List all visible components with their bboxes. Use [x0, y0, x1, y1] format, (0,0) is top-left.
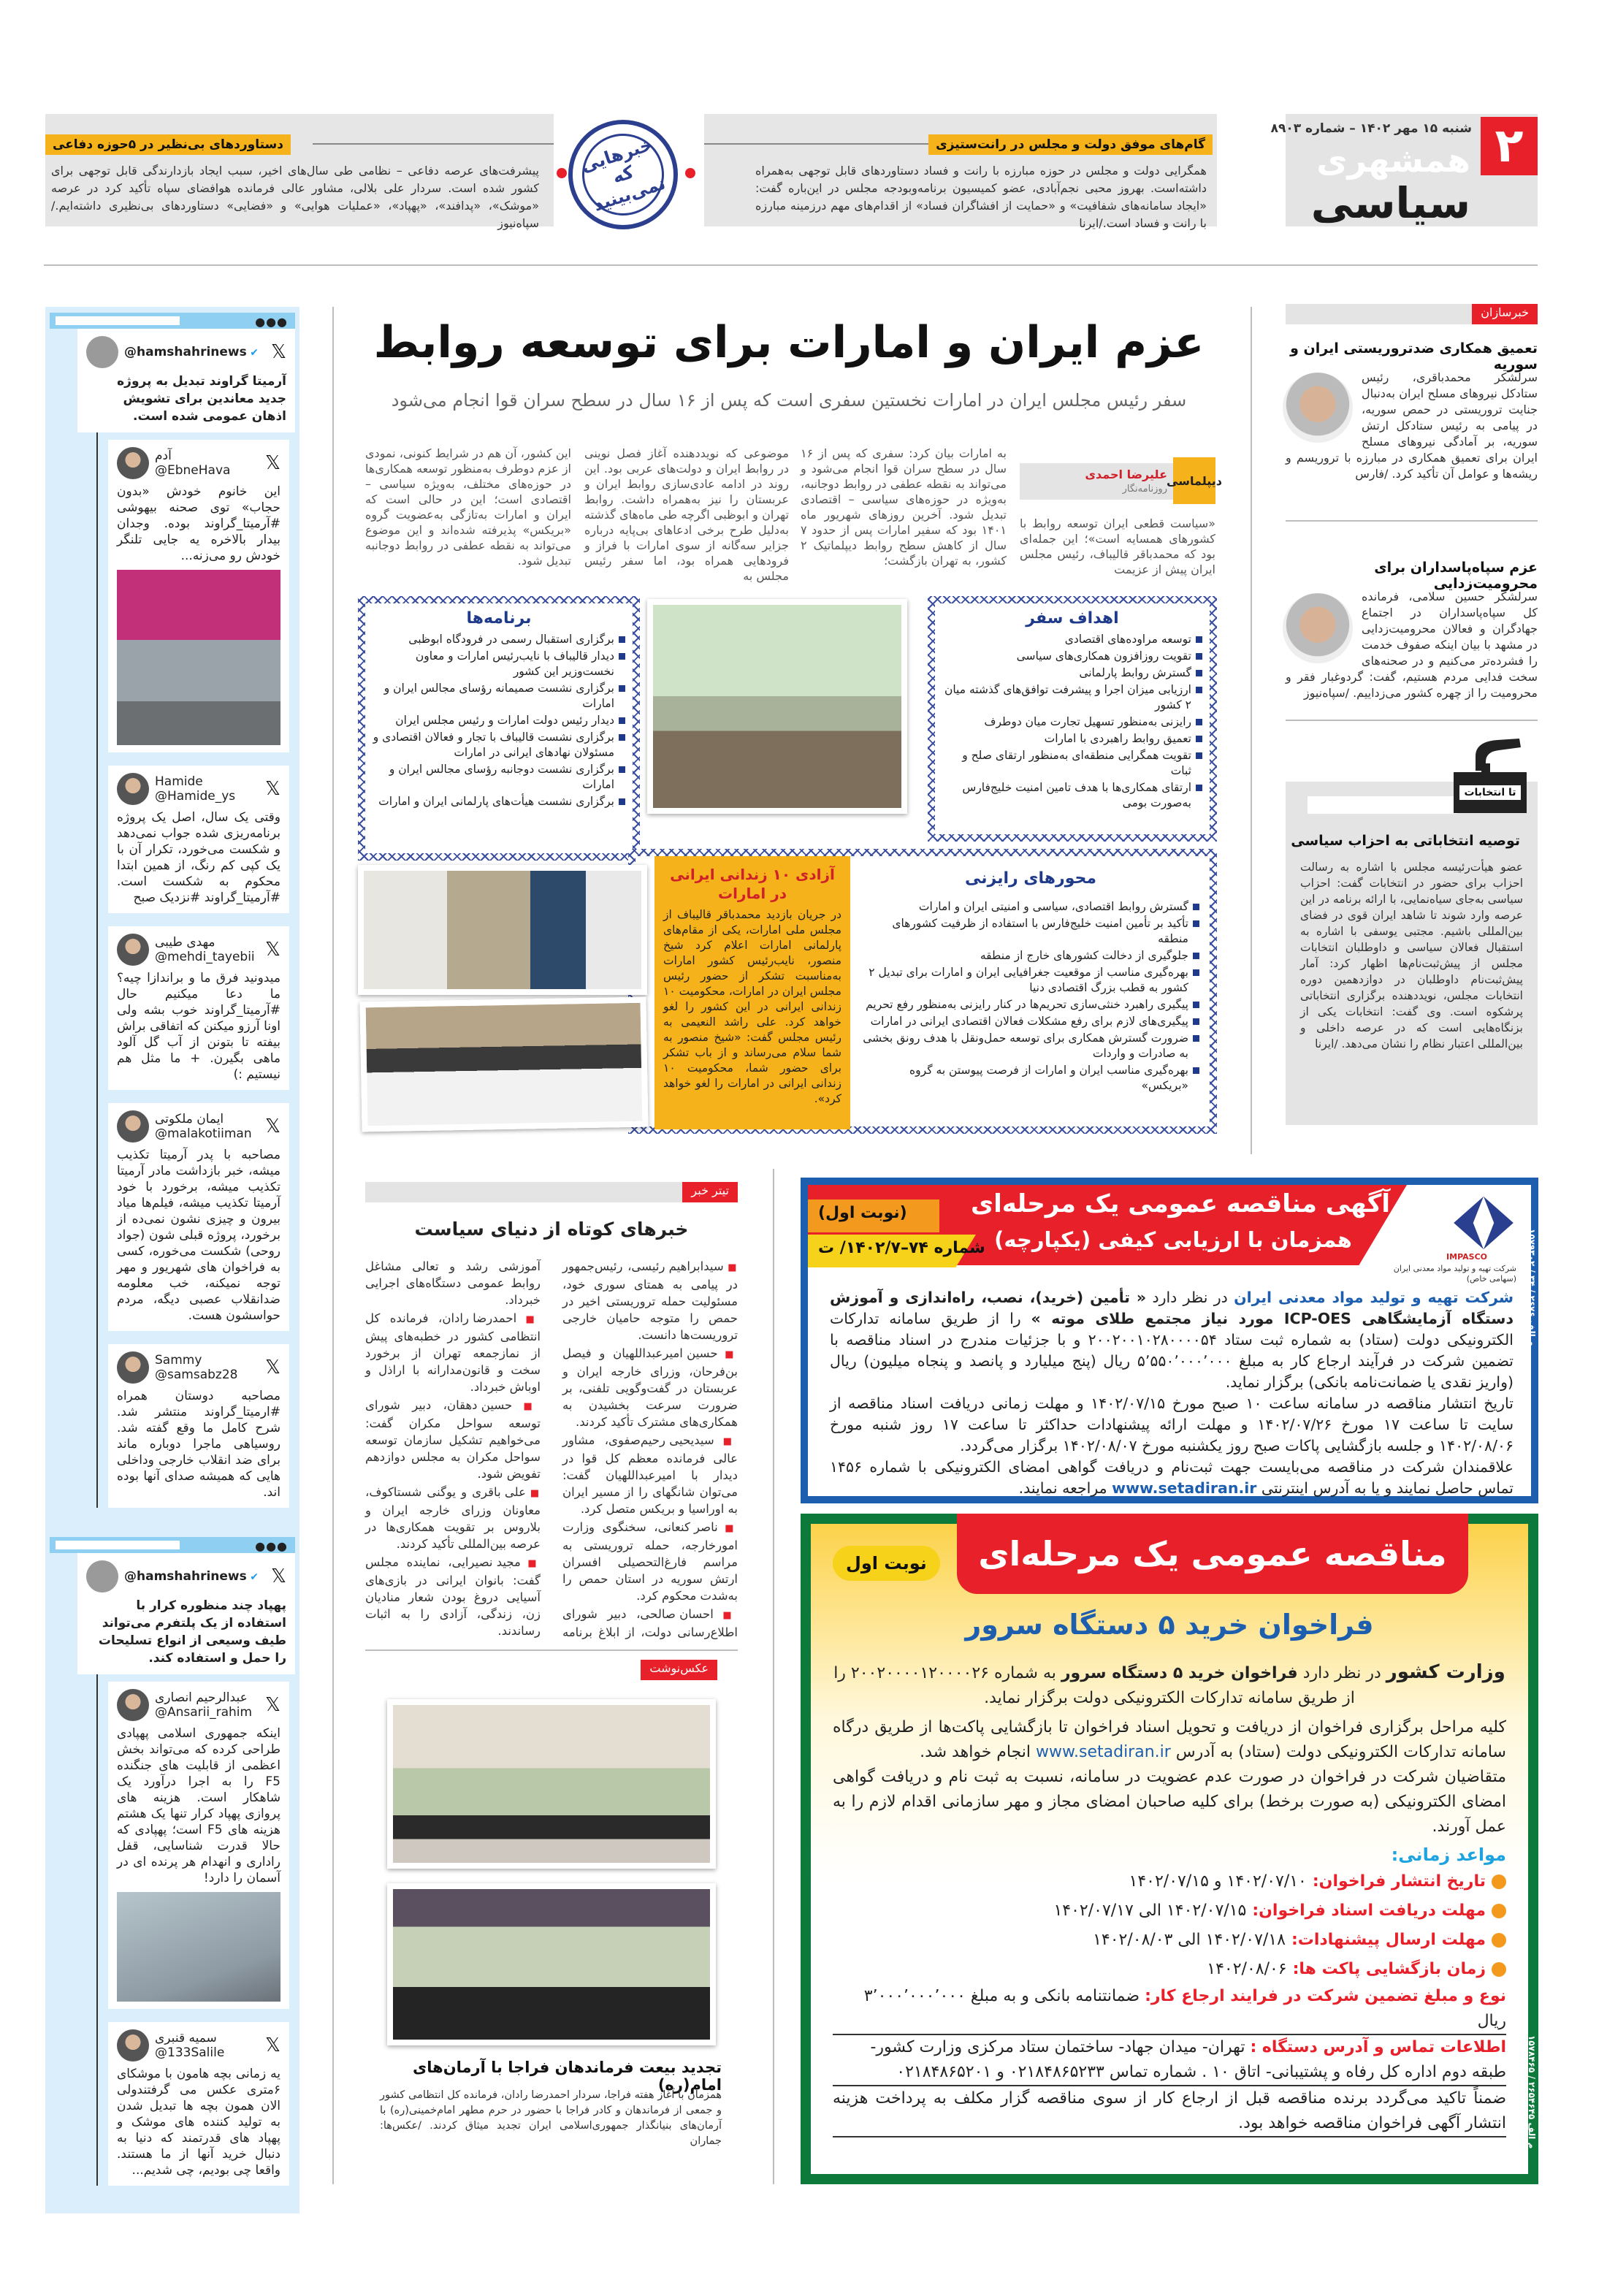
user-name: ایمان ملکوتی: [155, 1112, 224, 1126]
user-handle[interactable]: @hamshahrinews: [124, 1568, 247, 1584]
tweet-header: [117, 447, 280, 479]
user-name: سمیه قنبری: [155, 2031, 217, 2045]
ad-title: مناقصه عمومی یک مرحله‌ای: [957, 1514, 1468, 1594]
ad-title: آگهی مناقصه عمومی یک مرحله‌ای: [970, 1189, 1391, 1218]
red-dot-icon: [557, 168, 567, 178]
verified-icon: ✔: [246, 1571, 259, 1583]
section-label: [643, 1660, 717, 1680]
user-name: Hamide: [155, 774, 203, 789]
news-item: ■ سیدیحیی رحیم‌صفوی، مشاور عالی فرمانده معظم کل قوا در دیدار با امیرعبداللهیان گفت: می‌توان شانگهای را از مسیر ایران به اوراسیا و بریکس متصل کرد.: [562, 1432, 738, 1517]
story-title: تعمیق همکاری ضدتروریستی ایران و سوریه: [1290, 340, 1538, 373]
list-item: ارتقای همکاری‌ها با هدف تامین امنیت خلیج‌فارس به‌صورت بومی: [942, 780, 1202, 811]
ad-text: فراخوان خرید ۵ دستگاه سرور: [1061, 1664, 1298, 1682]
schedule-label: زمان بازگشایی پاکت ها:: [1292, 1960, 1486, 1978]
list-item: دیدار قالیباف با نایب‌رئیس امارات و معاون نخست‌وزیر این کشور: [373, 649, 625, 679]
tweet-header: [117, 2029, 280, 2062]
tweet-header: [117, 1351, 280, 1384]
main-headline: عزم ایران و امارات برای توسعه روابط: [373, 317, 1205, 368]
tweet-text: میدونید فرق ما و براندازا چیه؟ ما دعا میکنیم حال #آرمیتا_گراوند خوب بشه ولی اونا آرزو میکنن که اتفاقی براش بیفته تا بتونن از آب گل آلود ماهی بگیرن. + ما مثل هم نیستیم :): [117, 971, 280, 1082]
schedule-label: تاریخ انتشار فراخوان:: [1312, 1872, 1486, 1891]
meeting-photo: [359, 997, 648, 1132]
divider: [44, 264, 1538, 266]
ad-round: (نوبت اول): [818, 1204, 907, 1222]
news-item: ■ احسان صالحی، دبیر شورای اطلاع‌رسانی دولت، از ابلاغ برنامه آموزشی رشد و تعالی مشاغل روابط عمومی دستگاه‌های اجرایی خبرداد.: [365, 1258, 738, 1641]
schedule-item: [833, 1867, 1506, 1896]
main-tweet[interactable]: [77, 329, 295, 432]
guarantee-value: ضمانتنامه بانکی و به مبلغ ۳٬۰۰۰٬۰۰۰٬۰۰۰ ریال: [863, 1987, 1506, 2030]
article-column: این کشور، آن هم در شرایط کنونی، نمودی از عزم دوطرف به‌منظور توسعه همکاری‌ها در حوزه‌های مختلف، به‌ویژه سیاسی – اقتصادی است؛ این در حالی است که ایران و امارات به‌تازگی به‌عضویت گروه «بریکس» پذیرفته شده‌اند و این موضوع می‌تواند به نقطه عطفی در روابط دوجانبه تبدیل شود.: [365, 446, 571, 568]
teaser-left: [45, 114, 554, 230]
list-item: برگزاری نشست صمیمانه رؤسای مجالس ایران و امارات: [373, 681, 625, 712]
tweet-text: وقتی یک سال، اصل یک پروژه برنامه‌ریزی شده جواب نمی‌دهد و شکست می‌خورد، تکرار آن با یک کپی کم رنگ، از همین ابتدا محکوم به شکست است. #آرمیتا_گراوند #نزدیک صبح: [117, 810, 280, 905]
user-handle[interactable]: @mehdi_tayebii: [155, 950, 255, 964]
contact-value: تهران- میدان جهاد- ساختمان ستاد مرکزی وزارت کشور- طبقه دوم اداره کل رفاه و پشتیبانی- اتاق ۱۰ . شماره تماس ۰۲۱۸۴۸۶۵۲۳۳ و ۰۲۱۸۴۸۶۵۲۰۱: [870, 2038, 1506, 2081]
article-column: موضوعی که نویددهنده آغاز فصل نوینی در روابط ایران و دولت‌های عربی بود. این روند در ادامه عادی‌سازی روابط ایران و عربستان را نیز به‌همراه داشت. روابط تهران و ابوظبی اگرچه طی ماه‌های گذشته به‌دلیل طرح برخی ادعاهای بی‌پایه درباره جزایر سه‌گانه از سوی امارات با فراز و فرودهایی همراه بود، اما سفر رئیس مجلس به: [584, 446, 789, 583]
reply-tweet[interactable]: [108, 1103, 289, 1331]
highlight-box: [654, 856, 850, 1129]
short-news-list: [365, 1258, 738, 1641]
ad-text: متقاضیان شرکت در فراخوان در صورت عدم عضویت در سامانه، نسبت به ثبت نام و دریافت گواهی امضای الکترونیکی (به صورت برخط) برای کلیه صاحبان امضای مجاز و مهر سازمانی اقدام لازم را به عمل آورند.: [833, 1768, 1506, 1836]
avatar: [86, 1560, 118, 1593]
list-item: توسعه مراوده‌های اقتصادی: [942, 632, 1202, 647]
reply-tweet[interactable]: [108, 1682, 289, 2009]
news-item: ■ علی باقری و یوگنی شستاکوف، معاونان وزرای خارجه ایران و بلاروس بر تقویت همکاری‌ها در عرصه بین‌المللی تأکید کردند.: [365, 1484, 541, 1552]
list-item: جلوگیری از دخالت کشورهای خارج از منطقه: [862, 948, 1199, 964]
tender-ad-interior-ministry: [801, 1514, 1538, 2184]
divider: [332, 307, 334, 2184]
ad-body: [833, 1660, 1506, 2137]
elections-badge: تا انتخابات: [1459, 785, 1520, 800]
article-lead: «سیاست قطعی ایران توسعه روابط با کشورهای همسایه است»؛ این جمله‌ای بود که محمدباقر قالیباف، رئیس مجلس ایران پیش از عزیمت: [1020, 516, 1215, 576]
user-info: [155, 449, 259, 478]
browser-bar: [50, 313, 295, 329]
teaser-title: دستاوردهای بی‌نظیر در ۵حوزه دفاعی: [45, 134, 291, 155]
divider: [1251, 307, 1252, 1154]
user-info: [155, 1690, 259, 1720]
news-item: ■ حسین دهقان، دبیر شورای توسعه سواحل مکران گفت: می‌خواهیم تشکیل سازمان توسعه سواحل مکران به مجلس دوازدهم تفویض شود.: [365, 1397, 541, 1482]
author-box: [1020, 463, 1222, 500]
elections-box: [1286, 782, 1538, 1125]
list-item: بهره‌گیری مناسب ایران و امارات از فرصت پیوستن به گروه «بریکس»: [862, 1063, 1199, 1094]
address-bar: [56, 316, 180, 325]
list-item: تعمیق روابط راهبردی با امارات: [942, 731, 1202, 747]
tender-ad-impasco: [801, 1178, 1538, 1503]
reply-tweet[interactable]: [108, 440, 289, 752]
section-label: [1286, 304, 1538, 324]
guarantee-label: نوع و مبلغ تضمین شرکت در فرایند ارجاع کار:: [1145, 1987, 1506, 2005]
ad-text: کلیه مراحل برگزاری فراخوان از دریافت و تحویل اسناد فراخوان تا بازگشایی پاکت‌ها از طریق درگاه سامانه تدارکات الکترونیکی دولت (ستاد) به آدرس: [833, 1718, 1506, 1761]
ad-body: [830, 1287, 1514, 1499]
list-item: گسترش روابط پارلمانی: [942, 665, 1202, 681]
x-logo-icon: 𝕏: [265, 1115, 280, 1137]
reply-thread: [96, 1674, 289, 2186]
tweet-text: یه زمانی بچه هامون با موشکای ۶متری عکس می گرفتندولی الان همون بچه ها تبدیل شدن به تولید کننده های موشک و پهپاد های قدرتمند که دنیا به دنبال خرید آنها از ما هستند. واقعا چی بودیم، چی شدیم...: [117, 2067, 280, 2178]
more-dots-icon[interactable]: ●●●: [255, 315, 288, 329]
user-handle[interactable]: @hamshahrinews: [124, 344, 247, 359]
stamp-logo: [568, 120, 678, 229]
divider: [1286, 520, 1538, 522]
twitter-thread: [45, 307, 299, 1536]
list-item: ارزیابی میزان اجرا و پیشرفت توافق‌های گذشته میان ۲ کشور: [942, 682, 1202, 713]
ad-subtitle: فراخوان خرید ۵ دستگاه سرور: [965, 1609, 1374, 1641]
elections-title: توصیه انتخاباتی به احزاب سیاسی: [1291, 833, 1520, 849]
user-info: [124, 345, 265, 360]
company-name: شرکت تهیه و تولید مواد معدنی ایران: [1234, 1289, 1514, 1306]
highlight-text: در جریان بازدید محمدباقر قالیباف از مجلس ملی امارات، یکی از مقام‌های پارلمانی امارات اعلام کرد شیخ منصور، نایب‌رئیس کشور امارات به‌مناسبت تشکر از حضور رئیس مجلس ایران در امارات، محکومیت ۱۰ زندانی ایرانی در این کشور را لغو خواهد کرد. علی راشد النعیمی به رئیس مجلس گفت: «شیخ منصور به شما سلام می‌رساند و از باب تشکر برای حضور شما، محکومیت ۱۰ زندانی ایرانی در امارات را لغو خواهد کرد».: [663, 908, 841, 1105]
user-info: [155, 1353, 259, 1382]
teaser-right: [704, 114, 1217, 230]
ad-code: م الف ۲۶۵۴۶۴۵ / ۱۵۷۸۴۶۵: [1527, 2035, 1537, 2149]
logo-text: IMPASCO: [1446, 1252, 1487, 1262]
tweet-text: مصاحبه با پدر آرمیتا تکذیب میشه، خبر بازداشت مادر آرمیتا تکذیب میشه، برخورد با خود آرمیتا تکذیب میشه، فیلم‌ها میاد بیرون و چیزی نشون نمی‌ده از برخورد، پروژه قبلی شون (جواد روحی) شکست می‌خوره، کسی به فراخوان های شهریور و مهر توجه نمیکنه، خب معلومه ضدانقلاب عصبی دیگه، مردم حواسشون هست.: [117, 1148, 280, 1323]
list-item: تقویت همگرایی منطقه‌ای به‌منظور ارتقای صلح و ثبات: [942, 748, 1202, 779]
list-item: برگزاری نشست هیأت‌های پارلمانی ایران و امارات: [373, 794, 625, 809]
label-tag: خبرسازان: [1472, 304, 1538, 324]
schedule-value: ۱۴۰۲/۰۷/۱۵ الی ۱۴۰۲/۰۷/۱۷: [1053, 1902, 1247, 1920]
list-item: بهره‌گیری مناسب از موقعیت جغرافیایی ایران و امارات برای تبدیل ۲ کشور به قطب بزرگ اقتصادی دنیا: [862, 965, 1199, 996]
ad-number: شماره ۷۴–۱۴۰۲/۷/ ت: [818, 1239, 985, 1257]
ad-subtitle: همزمان با ارزیابی کیفی (یکپارچه): [994, 1227, 1352, 1252]
browser-bar: [50, 1537, 295, 1553]
divider: [773, 1169, 774, 2184]
list-item: گسترش روابط اقتصادی، سیاسی و امنیتی ایران و امارات: [862, 899, 1199, 915]
ad-text: تاریخ انتشار مناقصه در سامانه ساعت ۱۰ صبح مورخ ۱۴۰۲/۰۷/۱۵ و مهلت زمانی دریافت اسناد مناقصه از سایت تا ساعت ۱۷ مورخ ۱۴۰۲/۰۷/۲۶ و مهلت ارائه پیشنهادات حداکثر تا ساعت ۱۷ روز شنبه مورخ ۱۴۰۲/۰۸/۰۶ و جلسه بازگشایی پاکات صبح روز یکشنبه مورخ ۱۴۰۲/۰۸/۰۷ برگزار می‌گردد.: [830, 1395, 1514, 1454]
news-item: ■ سیدابراهیم رئیسی، رئیس‌جمهور در پیامی به همتای سوری خود، مسئولیت حمله تروریستی اخیر در حمص را متوجه حامیان خارجی تروریست‌ها دانست.: [562, 1258, 738, 1343]
list-item: رایزنی به‌منظور تسهیل تجارت میان دوطرف: [942, 714, 1202, 730]
ballot-box-icon: [1454, 734, 1527, 815]
ad-text: علاقمندان شرکت در مناقصه می‌بایست جهت ثبت‌نام و دریافت گواهی امضای الکترونیکی با شماره ۱۴۵۶ تماس حاصل نمایند و یا به آدرس اینترنتی: [830, 1458, 1514, 1497]
ad-text: در نظر دارد: [1146, 1289, 1234, 1306]
drone-image[interactable]: [117, 1892, 280, 2002]
elections-text: عضو هیأت‌رئیسه مجلس با اشاره به رسالت احزاب برای حضور در انتخابات گفت: احزاب سیاسی به‌جای سیاه‌نمایی، با ارائه برنامه در این عرصه وارد شوند تا شاهد ایران قوی در فضای بین‌المللی باشیم. مجتبی یوسفی با اشاره به استقبال فعالان سیاسی و داوطلبان انتخابات مجلس از پیش‌ثبت‌نام‌ها اظهار کرد: آمار پیش‌ثبت‌نام داوطلبان در دوازدهمین دوره انتخابات مجلس، نویددهنده برگزاری انتخاباتی پرشکوه است. وی گفت: انتخابات یکی از بزنگاه‌هایی است که در عرصه داخلی و بین‌المللی اعتبار نظام را نشان می‌دهد. /ایرنا: [1300, 861, 1523, 1050]
tweet-header: [117, 1689, 280, 1721]
news-item: ■ حسین امیرعبداللهیان و فیصل بن‌فرحان، وزرای خارجه ایران و عربستان در گفت‌وگویی تلفنی، بر ضرورت سرعت بخشیدن به همکاری‌های مشترک تأکید کردند.: [562, 1345, 738, 1430]
user-info: [124, 1569, 265, 1584]
box-title: اهداف سفر: [1026, 609, 1119, 628]
schedule-value: ۱۴۰۲/۰۸/۰۶: [1207, 1960, 1287, 1978]
impasco-logo: [1392, 1195, 1516, 1283]
section-label: [365, 1182, 738, 1202]
user-handle[interactable]: @133Salile: [155, 2045, 225, 2060]
logo-company-name: شرکت تهیه و تولید مواد معدنی ایران (سهامی خاص): [1393, 1264, 1516, 1284]
user-name: عبدالرحیم انصاری: [155, 1690, 248, 1705]
story-body: سرلشکر حسین سلامی، فرمانده کل سپاه‌پاسداران در اجتماع جهادگران و فعالان محرومیت‌زدایی در مشهد با بیان اینکه صفوف خدمت را فشرده‌تر می‌کنیم و در صحنه‌های سخت فدایی مردم هستیم، گفت: گردوغبار فقر و محرومیت را از چهره کشور می‌زداییم. /سپاه‌نیوز: [1286, 590, 1538, 700]
tweet-header: [117, 1110, 280, 1143]
short-news-title: خبرهای کوتاه از دنیای سیاست: [414, 1218, 689, 1240]
list-item: تقویت روزافزون همکاری‌های سیاسی: [942, 649, 1202, 664]
list-item: ضرورت گسترش همکاری برای توسعه حمل‌ونقل با هدف رونق بخشی به صادرات و واردات: [862, 1031, 1199, 1061]
news-item: ■ ناصر کنعانی، سخنگوی وزارت امورخارجه، حمله تروریستی به مراسم فارغ‌التحصیلی افسران ارتش سوریه در استان حمص را به‌شدت محکوم کرد.: [562, 1519, 738, 1604]
tweet-header: [117, 934, 280, 966]
reply-tweet[interactable]: [108, 1344, 289, 1508]
avatar: [117, 447, 149, 479]
user-name: Sammy: [155, 1353, 202, 1368]
ad-text: در نظر دارد: [1297, 1664, 1386, 1682]
ad-text: « تأمین (خرید)، نصب، راه‌اندازی و آموزش دستگاه آزمایشگاهی ICP-OES مورد نیاز مجتمع طلای موته »: [830, 1289, 1514, 1327]
avatar: [117, 2029, 149, 2062]
ad-text: انجام خواهد شد.: [920, 1743, 1037, 1761]
user-info: [155, 774, 259, 804]
tweet-header: [117, 773, 280, 805]
divider: [365, 1649, 738, 1651]
schedule-item: [833, 1955, 1506, 1984]
arrow-line: [313, 143, 554, 145]
list-item: برگزاری استقبال رسمی در فرودگاه ابوظبی: [373, 632, 625, 647]
ad-round: نوبت اول: [833, 1546, 940, 1581]
avatar: [117, 1110, 149, 1143]
ad-code: م الف ۲۶۷۶ / ۳۴ / ۱۵۷۹۳۰۲: [1527, 1229, 1537, 1346]
tweet-text: پهپاد چند منظوره کرار با استفاده از یک پلتفرم می‌تواند طیف وسیعی از انواع تسلیحات را حمل و استفاده کند.: [98, 1598, 286, 1666]
section-title: سیاسی: [1310, 178, 1470, 228]
x-logo-icon: 𝕏: [265, 1694, 280, 1716]
x-logo-icon: 𝕏: [265, 452, 280, 474]
x-logo-icon: 𝕏: [265, 1357, 280, 1378]
ad-text: مراجعه نمایند.: [1018, 1479, 1112, 1497]
ad-text: را از طریق سامانه تدارکات الکترونیکی دولت (ستاد) به شماره ثبت ستاد ۲۰۰۲۰۰۱۰۲۸۰۰۰۰۵۴ و با جزئیات مندرج در اسناد مناقصه با تضمین شرکت در فرآیند ارجاع کار به مبلغ ۵٬۵۵۰٬۰۰۰٬۰۰۰ ریال (پنج میلیارد و پانصد و پنجاه میلیون) ریال (واریز نقدی یا ضمانت‌نامه بانکی) برگزار نماید.: [830, 1310, 1514, 1391]
tweet-header: [86, 1560, 286, 1593]
main-tweet[interactable]: [77, 1553, 295, 1674]
red-dot-icon: [685, 168, 695, 178]
avatar: [117, 934, 149, 966]
meeting-photo: [358, 865, 647, 995]
setadiran-link[interactable]: www.setadiran.ir: [1036, 1743, 1171, 1761]
avatar: [117, 1351, 149, 1384]
schedule-value: ۱۴۰۲/۰۷/۱۸ الی ۱۴۰۲/۰۸/۰۳: [1093, 1931, 1286, 1949]
reply-tweet[interactable]: [108, 2022, 289, 2186]
org-name: وزارت کشور: [1386, 1661, 1505, 1683]
verified-icon: ✔: [246, 346, 259, 359]
reply-tweet[interactable]: [108, 926, 289, 1090]
avatar: [117, 1689, 149, 1721]
story-text: [1286, 589, 1538, 701]
article-column: به امارات بیان کرد: سفری که پس از ۱۶ سال در سطح سران قوا انجام می‌شود و می‌تواند به نقطه عطفی در روابط دوجانبه، به‌ویژه در حوزه‌های سیاسی – اقتصادی تبدیل شود. آخرین روزهای شهریور ماه ۱۴۰۱ بود که سفیر امارات پس از حدود ۷ سال از کاهش سطح روابط دیپلماتیک ۲ کشور، به تهران بازگشت؛: [801, 446, 1007, 568]
user-info: [155, 2031, 259, 2060]
date-line: شنبه ۱۵ مهر ۱۴۰۲ – شماره ۸۹۰۳: [1270, 121, 1472, 136]
story-title: عزم سپاه‌پاسداران برای محرومیت‌زدایی: [1374, 560, 1538, 592]
police-commanders-photo: [387, 1883, 716, 2045]
spacer: [1286, 370, 1362, 450]
label-strip: [1308, 796, 1457, 814]
photo-story-title: تجدید بیعت فرماندهان فراجا با آرمان‌های امام(ره): [413, 2059, 722, 2094]
news-item: ■ احمدرضا رادان، فرمانده کل انتظامی کشور در خطبه‌های پیش از نمازجمعه تهران از برخورد سخت و قانون‌مدارانه با اراذل و اوباش خبرداد.: [365, 1310, 541, 1395]
list-item: دیدار رئیس دولت امارات و رئیس مجلس ایران: [373, 713, 625, 728]
tweet-text: مصاحبه دوستان همراه #ارمیتا_گراوند منتشر شد. شرح کامل ما وقع گفته شد. روسیاهی ماجرا دوباره ماند برای ضد انقلاب خارجی وداخلی هایی که همیشه صدای آنها بوده اند.: [117, 1389, 280, 1500]
user-name: مهدی طیبی: [155, 935, 215, 950]
user-info: [155, 935, 259, 964]
page-header: [1270, 114, 1538, 228]
more-dots-icon[interactable]: ●●●: [255, 1539, 288, 1553]
programs-box: [358, 596, 640, 861]
schedule-item: [833, 1896, 1506, 1926]
schedule-item: [833, 1926, 1506, 1955]
list-item: برگزاری نشست دوجانبه رؤسای مجالس ایران و امارات: [373, 762, 625, 793]
story-text: [1286, 370, 1538, 482]
schedule-list: [833, 1867, 1506, 1984]
x-logo-icon: 𝕏: [265, 2034, 280, 2056]
reply-thread: [96, 432, 289, 1508]
address-bar: [56, 1541, 180, 1549]
stamp-text: خبرهایی که نمی‌بینید: [579, 134, 668, 216]
page-number: ۲: [1481, 117, 1538, 175]
tweet-text: آرمیتا گراوند تبدیل به پروژه جدید معاندین برای تشویش اذهان عمومی شده است.: [117, 374, 286, 424]
story-body: سرلشکر محمدباقری، رئیس ستادکل نیروهای مسلح ایران به‌دنبال جنایت تروریستی در حمص سوریه، در پیامی به رئیس ستادکل ارتش سوریه، بر آمادگی نیروهای مسلح ایران برای تعمیق همکاری در مبارزه با تروریسم و ریشه‌ها و عوامل آن تأکید کرد. /فارس: [1286, 370, 1538, 481]
author-role: روزنامه‌نگار: [1122, 484, 1167, 495]
x-logo-icon: 𝕏: [271, 341, 286, 363]
teaser-text: همگرایی دولت و مجلس در حوزه مبارزه با رانت و فساد دستاوردهای قابل توجهی به‌همراه داشته‌است. بهروز محبی نجم‌آبادی، عضو کمیسیون برنامه‌وبودجه مجلس در این‌باره گفت: «ایجاد سامانه‌های شفافیت» و «حمایت از افشاگران فساد» از اقدام‌های مهم درزمینه مبارزه با رانت و فساد است./ایرنا: [755, 164, 1207, 230]
label-tag: تیتر خبر: [682, 1182, 738, 1202]
user-handle[interactable]: @EbneHava: [155, 463, 231, 478]
tweet-header: [86, 336, 286, 368]
schedule-value: ۱۴۰۲/۰۷/۱۰ و ۱۴۰۲/۰۷/۱۵: [1129, 1872, 1307, 1891]
teaser-text: پیشرفت‌های عرصه دفاعی – نظامی طی سال‌های اخیر، سبب ایجاد بازدارندگی قابل توجهی برای کشور شده است. سردار علی بلالی، مشاور عالی فرمانده هوافضای سپاه تأکید کرد در عرصه «موشک»، «پدافند»، «پهپاد»، «عملیات هوایی» و «فضایی» دستاوردهای بی‌نظیری داشته‌ایم./سپاه‌نیوز: [51, 164, 539, 230]
user-name: آدم: [155, 449, 172, 463]
list-item: تأکید بر تأمین امنیت خلیج‌فارس با استفاده از ظرفیت کشورهای منطقه: [862, 916, 1199, 947]
author-name: علیرضا احمدی: [1085, 468, 1167, 481]
tweet-text: این خانوم خودش «بدون حجاب» توی صحنه بیهوشی #آرمیتا_گراوند بوده. وجدان بیدار بالاخره یه جایی تلنگر خودش رو می‌زنه...: [117, 484, 280, 563]
list-item: برگزاری نشست قالیباف با تجار و فعالان اقتصادی و مسئولان نهادهای ایرانی در امارات: [373, 730, 625, 760]
twitter-thread: [45, 1531, 299, 2213]
tweet-text: اینکه جمهوری اسلامی پهپادی طراحی کرده که می‌تواند بخش اعظمی از قابلیت های جنگنده F5 را به اجرا درآورد یک شاهکار است. هزینه های پروازی پهپاد کرار تنها یک هشتم هزینه های F5 است؛ پهپادی که حالا قدرت شناسایی، قفل راداری و انهدام هر پرنده ای در آسمان را دارد!: [117, 1726, 280, 1885]
photo-story-text: همزمان با آغاز هفته فراجا، سردار احمدرضا رادان، فرمانده کل انتظامی کشور و جمعی از فرماندهان و کادر فراجا با حضور در حرم مطهر امام‌خمینی(ره) با آرمان‌های بنیانگذار جمهوری‌اسلامی ایران تجدید میثاق کردند. /عکس‌ها: جماران: [380, 2089, 722, 2147]
spacer: [1286, 589, 1362, 669]
user-handle[interactable]: @malakotiiman: [155, 1126, 252, 1141]
main-subtitle: سفر رئیس مجلس ایران در امارات نخستین سفری است که پس از ۱۶ سال در سطح سران قوا انجام می‌شود: [391, 390, 1187, 411]
schedule-label: مهلت دریافت اسناد فراخوان:: [1252, 1902, 1486, 1920]
x-logo-icon: 𝕏: [265, 939, 280, 961]
label-tag: عکس‌نوشت: [641, 1660, 717, 1680]
box-title: محورهای رایزنی: [965, 869, 1096, 888]
news-item: ■ مجید نصیرایی، نماینده مجلس گفت: بانوان ایرانی در بازی‌های آسیایی دروغ بودن شعار منادیان زن، زندگی، آزادی را به اثبات رساندند.: [365, 1554, 541, 1639]
list-item: پیگیری راهبرد خنثی‌سازی تحریم‌ها در کنار رایزنی به‌منظور رفع تحریم: [862, 997, 1199, 1012]
avatar: [86, 336, 118, 368]
list-item: پیگیری‌های لازم برای رفع مشکلات فعالان اقتصادی ایرانی در امارات: [862, 1014, 1199, 1029]
reply-tweet[interactable]: [108, 766, 289, 913]
divider: [1286, 720, 1538, 721]
setadiran-link[interactable]: www.setadiran.ir: [1112, 1479, 1257, 1497]
avatar: [117, 773, 149, 805]
user-info: [155, 1112, 259, 1141]
meeting-photo: [647, 599, 907, 814]
x-logo-icon: 𝕏: [271, 1565, 286, 1587]
tweet-image[interactable]: [117, 570, 280, 745]
contact-label: اطلاعات تماس و آدرس دستگاه :: [1250, 2038, 1506, 2056]
trip-goals-box: [928, 596, 1217, 842]
x-logo-icon: 𝕏: [265, 778, 280, 800]
highlight-title: آزادی ۱۰ زندانی ایرانی در امارات: [670, 866, 835, 902]
kicker: دیپلماسی: [1173, 457, 1215, 504]
user-handle[interactable]: @Hamide_ys: [155, 789, 236, 804]
box-title: برنامه‌ها: [466, 609, 532, 628]
user-handle[interactable]: @Ansarii_rahim: [155, 1705, 253, 1720]
newspaper-logo: همشهری: [1316, 140, 1470, 180]
user-handle[interactable]: @samsabz28: [155, 1368, 238, 1382]
ad-text: به شماره ۲۰۰۲۰۰۰۰۱۲۰۰۰۰۲۶ را از طریق سامانه تدارکات الکترونیکی دولت برگزار نماید.: [833, 1664, 1355, 1707]
schedule-label: مهلت ارسال پیشنهادات:: [1291, 1931, 1486, 1949]
schedule-title: مواعد زمانی:: [1391, 1845, 1506, 1865]
teaser-title: گام‌های موفق دولت و مجلس در رانت‌ستیزی: [928, 134, 1213, 155]
ad-note: ضمناً تاکید می‌گردد برنده مناقصه قبل از ارجاع کار از سوی مناقصه گزار مکلف به پرداخت هزینه انتشار آگهی فراخوان مناقصه خواهد بود.: [833, 2086, 1506, 2137]
police-commanders-photo: [387, 1699, 716, 1869]
